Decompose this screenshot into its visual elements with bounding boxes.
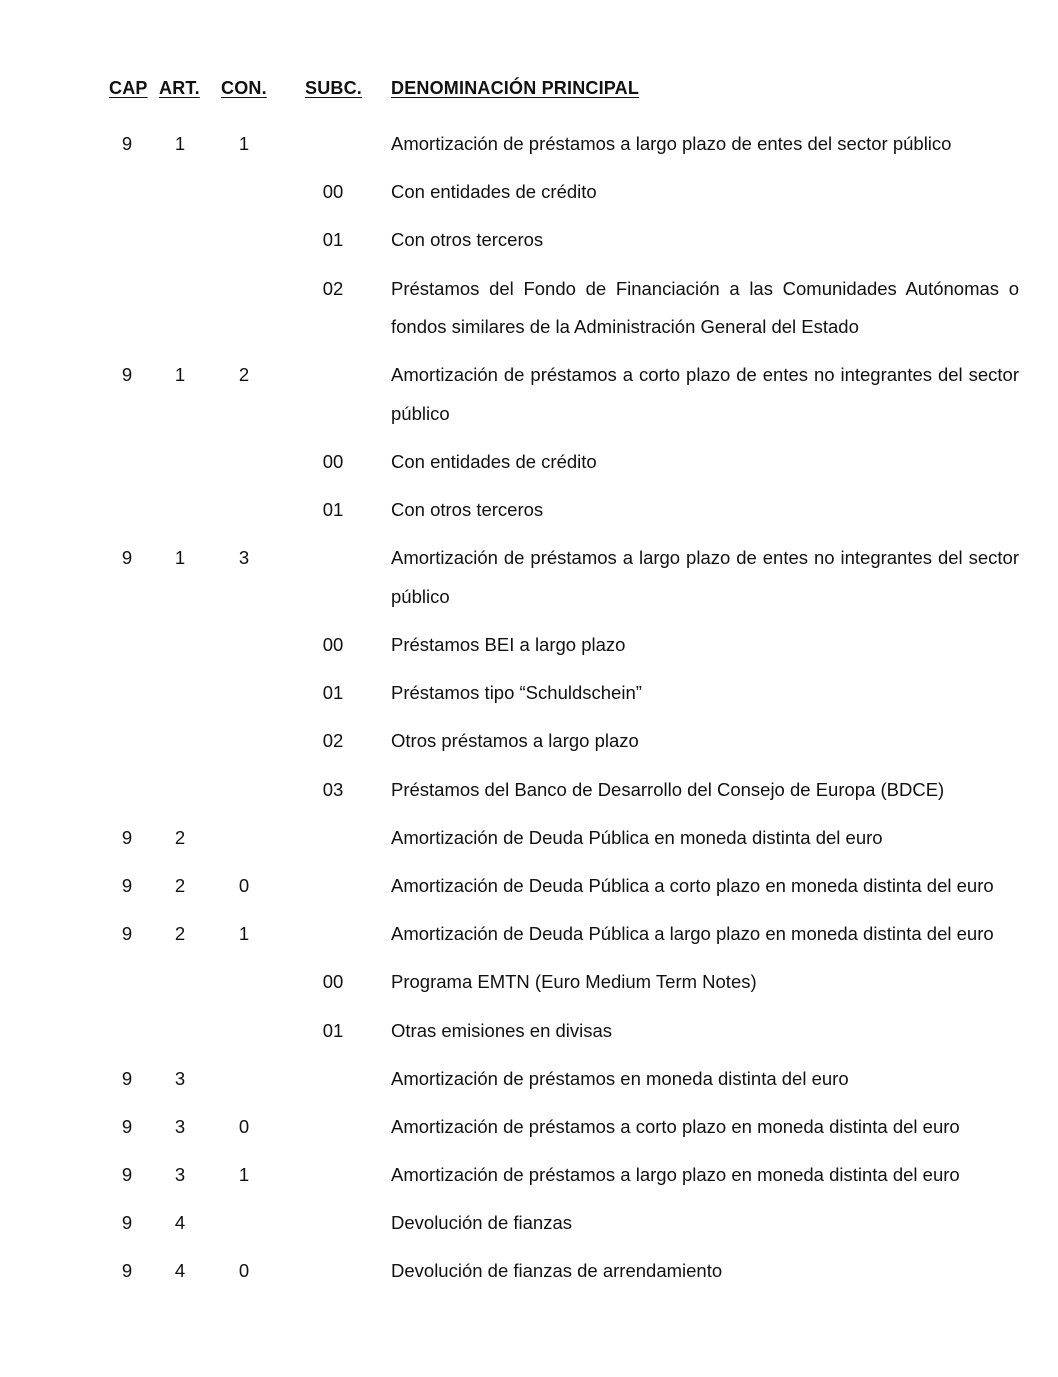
cell-denominacion: Amortización de préstamos en moneda distinta del euro [391,1067,849,1089]
cell-cap: 9 [121,1067,133,1089]
table-row [0,771,1058,819]
cell-subc: 03 [322,778,344,800]
cell-denominacion: Amortización de préstamos a largo plazo en moneda distinta del euro [391,1164,960,1186]
cell-denominacion: Amortización de préstamos a corto plazo de entes no integrantes del sector público [391,364,1019,424]
cell-denominacion: Devolución de fianzas [391,1212,572,1234]
cell-denominacion: Préstamos del Fondo de Financiación a las Comunidades Autónomas o fondos similares de la Administración General del Estado [391,277,1019,338]
table-row [0,1204,1058,1252]
cell-art: 4 [174,1260,186,1282]
cell-denominacion: Amortización de préstamos a largo plazo de entes no integrantes del sector público [391,547,1019,607]
cell-cap: 9 [121,1115,133,1137]
cell-denominacion: Amortización de Deuda Pública a corto plazo en moneda distinta del euro [391,874,994,896]
cell-cap: 9 [121,874,133,896]
cell-denominacion: Otros préstamos a largo plazo [391,730,639,752]
table-row [0,819,1058,867]
table-row [0,356,1058,443]
cell-denominacion: Devolución de fianzas de arrendamiento [391,1260,723,1282]
cell-subc: 01 [322,682,344,704]
cell-denominacion: Préstamos tipo “Schuldschein” [391,682,642,704]
cell-cap: 9 [121,826,133,848]
table-row [0,443,1058,491]
cell-cap: 9 [121,547,133,569]
table-row [0,270,1058,357]
cell-denominacion: Con entidades de crédito [391,181,597,203]
table-row [0,1108,1058,1156]
cell-con: 1 [238,1164,250,1186]
table-row [0,173,1058,221]
cell-denominacion: Préstamos del Banco de Desarrollo del Consejo de Europa (BDCE) [391,778,945,800]
cell-denominacion: Amortización de Deuda Pública en moneda distinta del euro [391,826,883,848]
cell-denominacion: Amortización de Deuda Pública a largo plazo en moneda distinta del euro [391,923,994,945]
table-row [0,1012,1058,1060]
cell-con: 1 [238,923,250,945]
cell-art: 3 [174,1115,186,1137]
cell-art: 1 [174,133,186,154]
cell-art: 3 [174,1164,186,1186]
cell-subc: 01 [322,229,344,251]
cell-con: 3 [238,547,250,569]
cell-cap: 9 [121,133,133,154]
cell-subc: 02 [322,277,344,299]
table-row [0,722,1058,770]
cell-cap: 9 [121,1164,133,1186]
cell-art: 2 [174,874,186,896]
cell-denominacion: Préstamos BEI a largo plazo [391,634,626,655]
table-body [0,125,1058,1301]
cell-subc: 00 [322,450,344,472]
cell-con: 0 [238,874,250,896]
cell-subc: 02 [322,730,344,752]
cell-con: 2 [238,364,250,386]
cell-con: 1 [238,133,250,154]
cell-subc: 00 [322,181,344,203]
table-row [0,915,1058,963]
table-row [0,674,1058,722]
cell-cap: 9 [121,923,133,945]
table-row [0,1156,1058,1204]
header-art: ART. [159,78,200,98]
cell-cap: 9 [121,364,133,386]
table-row [0,963,1058,1011]
cell-denominacion: Otras emisiones en divisas [391,1019,613,1041]
cell-art: 3 [174,1067,186,1089]
cell-art: 4 [174,1212,186,1234]
cell-denominacion: Programa EMTN (Euro Medium Term Notes) [391,971,757,993]
cell-subc: 00 [322,634,344,655]
cell-cap: 9 [121,1212,133,1234]
table-row [0,867,1058,915]
table-row [0,491,1058,539]
cell-cap: 9 [121,1260,133,1282]
cell-subc: 00 [322,971,344,993]
header-cap: CAP [109,78,148,98]
cell-subc: 01 [322,1019,344,1041]
header-subc: SUBC. [305,78,363,98]
table-row [0,1252,1058,1300]
cell-con: 0 [238,1260,250,1282]
cell-art: 1 [174,364,186,386]
cell-denominacion: Con otros terceros [391,499,544,521]
cell-art: 2 [174,826,186,848]
cell-art: 2 [174,923,186,945]
table-row [0,1060,1058,1108]
header-con: CON. [221,78,267,98]
header-denominacion: DENOMINACIÓN PRINCIPAL [391,78,640,98]
cell-art: 1 [174,547,186,569]
table-row [0,221,1058,269]
cell-denominacion: Amortización de préstamos a largo plazo de entes del sector público [391,133,952,154]
table-header [0,78,1058,104]
table-row [0,539,1058,626]
cell-con: 0 [238,1115,250,1137]
cell-denominacion: Con otros terceros [391,229,544,251]
cell-denominacion: Amortización de préstamos a corto plazo en moneda distinta del euro [391,1115,960,1137]
table-row [0,626,1058,674]
table-row [0,125,1058,173]
cell-denominacion: Con entidades de crédito [391,450,597,472]
cell-subc: 01 [322,499,344,521]
